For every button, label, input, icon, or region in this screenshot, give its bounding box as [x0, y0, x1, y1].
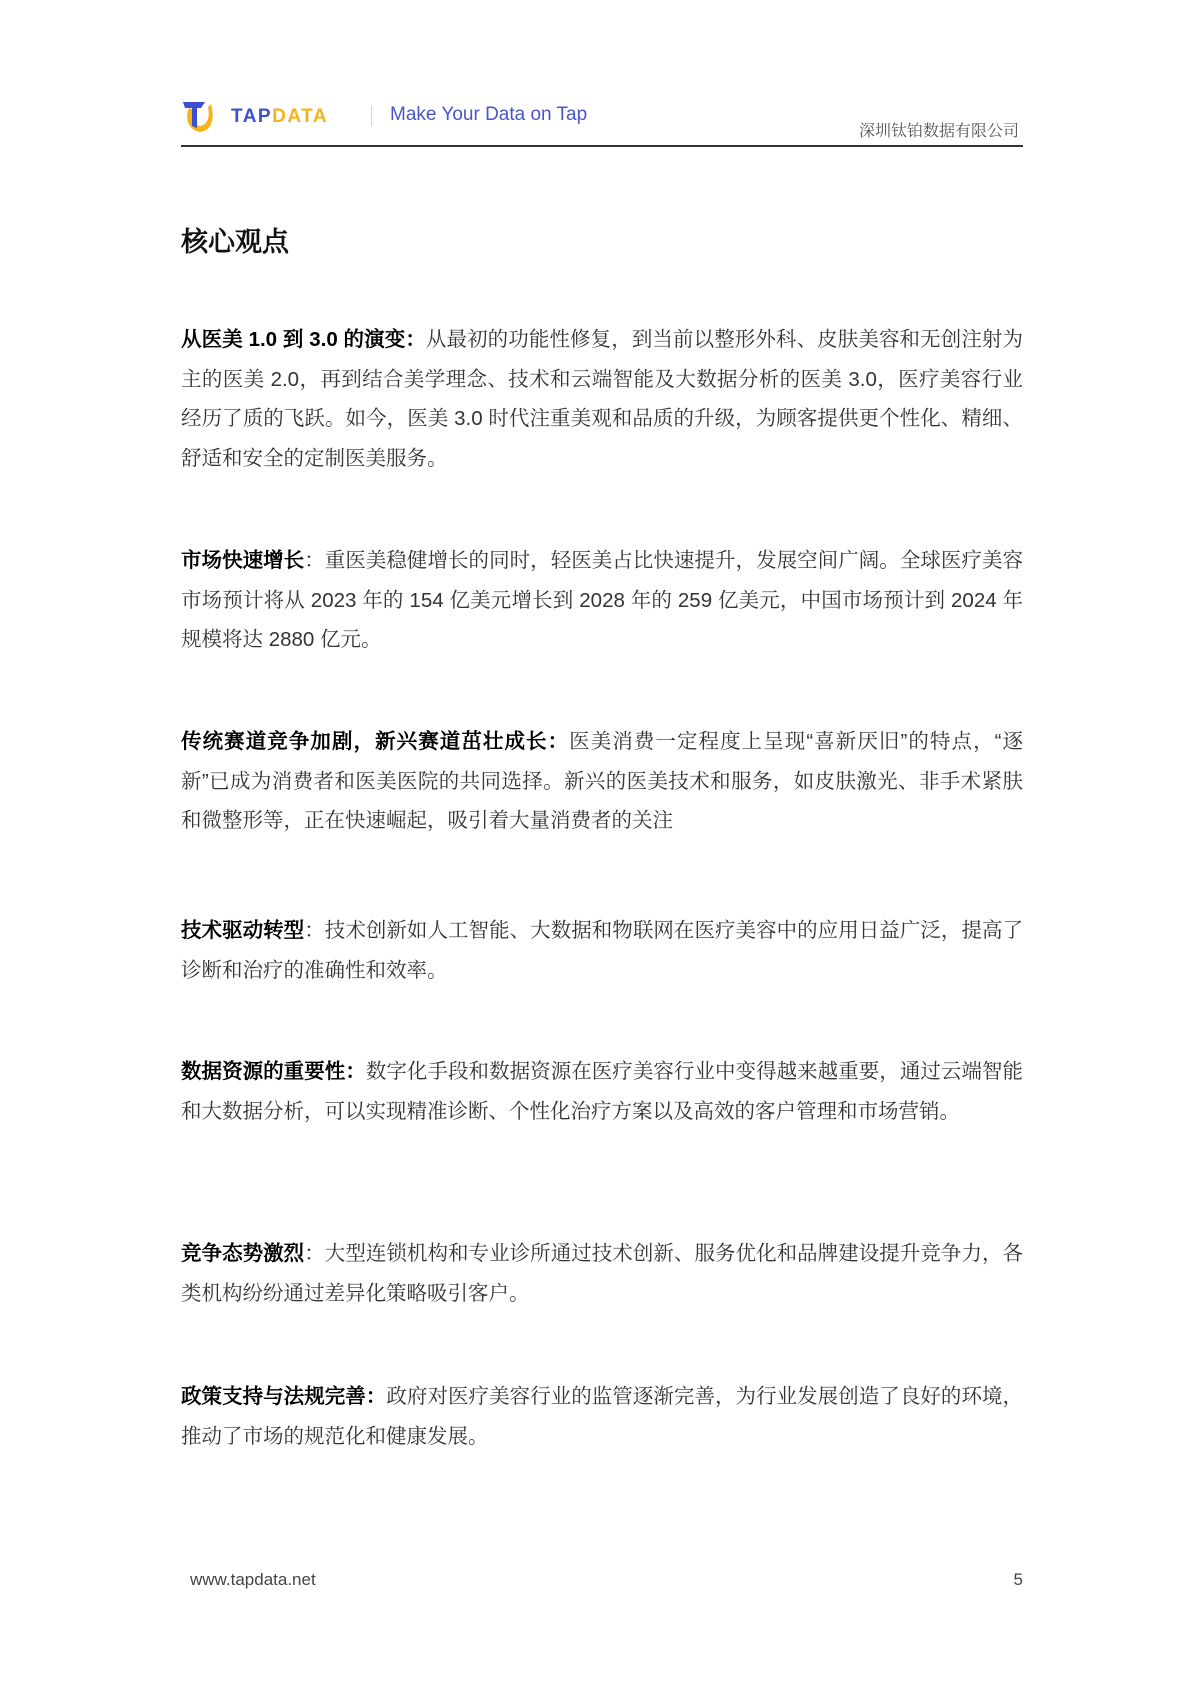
- point-policy-support: [181, 1377, 1023, 1456]
- logo-wordmark: [231, 106, 328, 128]
- company-name: 深圳钛铂数据有限公司: [858, 123, 1019, 140]
- header-rule: [181, 145, 1023, 147]
- point-sep: ：: [365, 1385, 387, 1408]
- point-sep: ：: [405, 328, 426, 351]
- point-heading: 从医美 1.0 到 3.0 的演变: [181, 328, 406, 351]
- point-competitive-landscape: [181, 1234, 1023, 1313]
- point-body: 政府对医疗美容行业的监管逐渐完善，为行业发展创造了良好的环境，推动了市场的规范化和健康发展。: [181, 1385, 1024, 1448]
- point-body: 医美消费一定程度上呈现“喜新厌旧”的特点，“逐新”已成为消费者和医美医院的共同选择。新兴的医美技术和服务，如皮肤激光、非手术紧肤和微整形等，正在快速崛起，吸引着大量消费者的关注: [181, 730, 1024, 832]
- tapdata-logo: [181, 96, 328, 138]
- point-body: 从最初的功能性修复，到当前以整形外科、皮肤美容和无创注射为主的医美 2.0，再到结合美学理念、技术和云端智能及大数据分析的医美 3.0，医疗美容行业经历了质的飞跃。如今，医美 3.0 时代注重美观和品质的升级，为顾客提供更个性化、精细、舒适和安全的定制医美服务。: [181, 328, 1024, 470]
- page-number: 5: [1013, 1570, 1023, 1589]
- point-data-importance: [181, 1052, 1023, 1131]
- point-tech-driven: [181, 911, 1023, 990]
- tapdata-logo-icon: [181, 98, 219, 136]
- point-sep: ：: [304, 919, 325, 942]
- point-sep: ：: [304, 1242, 325, 1265]
- point-heading: 市场快速增长: [181, 549, 305, 572]
- header-divider: [371, 106, 372, 126]
- point-heading: 数据资源的重要性: [181, 1060, 346, 1083]
- point-sep: ：: [345, 1060, 366, 1083]
- point-body: 大型连锁机构和专业诊所通过技术创新、服务优化和品牌建设提升竞争力，各类机构纷纷通过差异化策略吸引客户。: [181, 1242, 1024, 1305]
- section-title: 核心观点: [181, 227, 289, 257]
- point-competition-tracks: [181, 722, 1023, 841]
- page-header: [181, 96, 1023, 146]
- point-body: 技术创新如人工智能、大数据和物联网在医疗美容中的应用日益广泛，提高了诊断和治疗的准确性和效率。: [181, 919, 1024, 982]
- point-sep: ：: [547, 730, 570, 753]
- logo-text-tap: TAP: [231, 106, 273, 127]
- point-body: 数字化手段和数据资源在医疗美容行业中变得越来越重要，通过云端智能和大数据分析，可以实现精准诊断、个性化治疗方案以及高效的客户管理和市场营销。: [181, 1060, 1024, 1123]
- point-market-growth: [181, 541, 1023, 660]
- point-heading: 技术驱动转型: [181, 919, 305, 942]
- footer-url-link[interactable]: www.tapdata.net: [190, 1570, 316, 1589]
- point-evolution: [181, 320, 1023, 478]
- point-sep: ：: [304, 549, 325, 572]
- point-heading: 竞争态势激烈: [181, 1242, 305, 1265]
- point-heading: 政策支持与法规完善: [181, 1385, 366, 1408]
- logo-text-data: DATA: [272, 106, 329, 127]
- point-body: 重医美稳健增长的同时，轻医美占比快速提升，发展空间广阔。全球医疗美容市场预计将从 2023 年的 154 亿美元增长到 2028 年的 259 亿美元，中国市场预计到 2024 年规模将达 2880 亿元。: [181, 549, 1024, 651]
- point-heading: 传统赛道竞争加剧，新兴赛道茁壮成长: [181, 730, 548, 753]
- tagline: Make Your Data on Tap: [390, 104, 588, 125]
